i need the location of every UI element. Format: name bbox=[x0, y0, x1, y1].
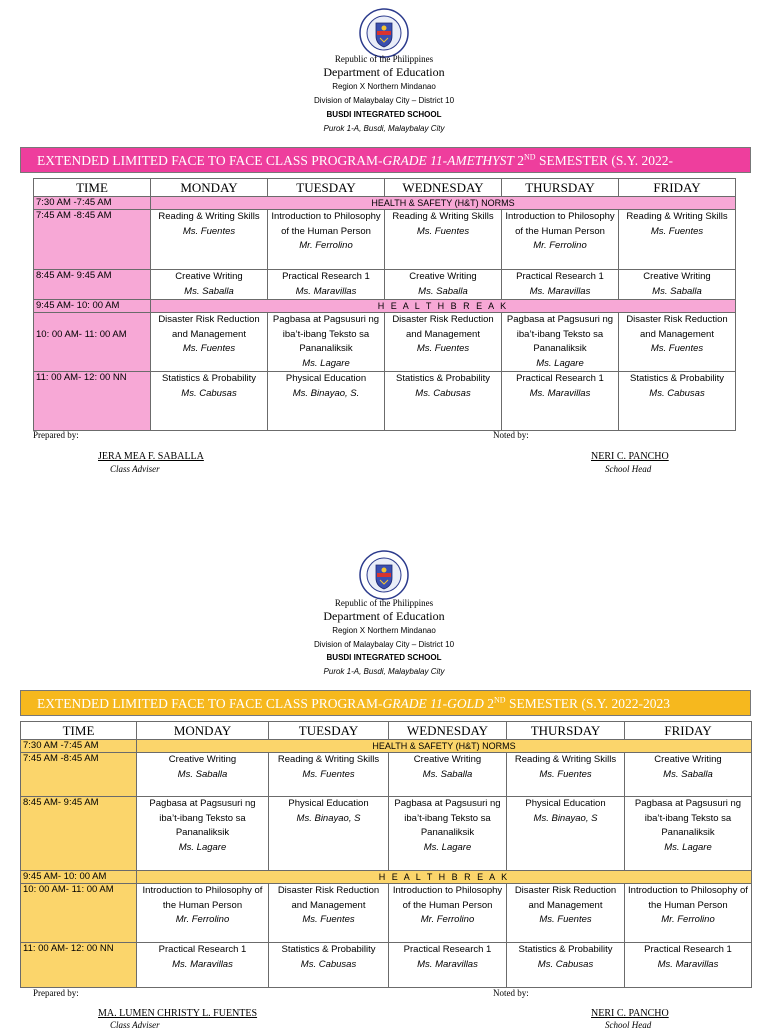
header-republic: Republic of the Philippines bbox=[334, 54, 434, 64]
noted-by-label: Noted by: bbox=[493, 430, 529, 440]
teacher-label: Ms. Fuentes bbox=[182, 343, 236, 354]
class-cell bbox=[389, 884, 507, 943]
subject-label: Practical Research 1 bbox=[158, 944, 247, 955]
class-cell bbox=[269, 943, 389, 988]
class-cell bbox=[137, 753, 269, 797]
table-header-row bbox=[21, 722, 752, 740]
subject-label: Pagbasa at Pagsusuri ng iba’t-ibang Teksto sa Pananaliksik bbox=[149, 798, 256, 838]
teacher-label: Ms. Saballa bbox=[663, 768, 713, 780]
subject-label: Creative Writing bbox=[175, 271, 243, 282]
teacher-label: Ms. Fuentes bbox=[416, 225, 470, 237]
noted-by-role: School Head bbox=[605, 1020, 652, 1030]
time-slot: 10: 00 AM- 11: 00 AM bbox=[34, 313, 151, 372]
subject-label: Pagbasa at Pagsusuri ng iba’t-ibang Teksto sa Pananaliksik bbox=[506, 314, 614, 354]
health-safety-norms: HEALTH & SAFETY (H&T) NORMS bbox=[137, 740, 752, 753]
time-slot: 9:45 AM- 10: 00 AM bbox=[21, 871, 137, 884]
teacher-label: Ms. Fuentes bbox=[539, 914, 592, 925]
header-school: BUSDI INTEGRATED SCHOOL bbox=[326, 110, 442, 119]
subject-label: Statistics & Probability bbox=[162, 373, 256, 384]
teacher-label: Ms. Cabusas bbox=[181, 387, 237, 399]
subject-label: Creative Writing bbox=[413, 754, 482, 765]
column-header-tuesday: TUESDAY bbox=[268, 179, 385, 197]
subject-label: Statistics & Probability bbox=[630, 373, 724, 384]
health-safety-norms: HEALTH & SAFETY (H&T) NORMS bbox=[151, 197, 736, 210]
prepared-by-role: Class Adviser bbox=[110, 1020, 160, 1030]
subject-label: Statistics & Probability bbox=[396, 373, 490, 384]
teacher-label: Ms. Lagare bbox=[178, 841, 227, 853]
noted-by-name: NERI C. PANCHO bbox=[591, 451, 669, 462]
banner-semester-suffix: ND bbox=[524, 152, 536, 162]
column-header-wednesday: WEDNESDAY bbox=[385, 179, 502, 197]
subject-label: Disaster Risk Reduction and Management bbox=[626, 314, 728, 340]
time-slot: 10: 00 AM- 11: 00 AM bbox=[21, 884, 137, 943]
subject-label: Disaster Risk Reduction and Management bbox=[514, 885, 617, 911]
subject-label: Reading & Writing Skills bbox=[514, 754, 617, 765]
subject-label: Statistics & Probability bbox=[518, 944, 613, 955]
prepared-by-name: MA. LUMEN CHRISTY L. FUENTES bbox=[98, 1008, 258, 1019]
column-header-tuesday: TUESDAY bbox=[269, 722, 389, 740]
subject-label: Reading & Writing Skills bbox=[626, 211, 728, 222]
deped-seal-icon bbox=[359, 550, 409, 600]
subject-label: Introduction to Philosophy of the Human Person bbox=[505, 211, 615, 237]
noted-by-name: NERI C. PANCHO bbox=[591, 1008, 669, 1019]
teacher-label: Ms. Saballa bbox=[184, 285, 234, 297]
subject-label: Practical Research 1 bbox=[403, 944, 492, 955]
health-break: H E A L T H B R E A K bbox=[151, 300, 736, 313]
teacher-label: Ms. Lagare bbox=[423, 841, 472, 853]
table-row bbox=[21, 740, 752, 753]
header-region: Region X Northern Mindanao bbox=[332, 626, 436, 635]
subject-label: Pagbasa at Pagsusuri ng iba’t-ibang Teksto sa Pananaliksik bbox=[634, 798, 742, 838]
banner-suffix: SEMESTER (S.Y. 2022-2023 bbox=[505, 696, 670, 711]
subject-label: Practical Research 1 bbox=[516, 373, 604, 384]
banner-suffix: SEMESTER (S.Y. 2022- bbox=[535, 153, 673, 168]
teacher-label: Ms. Lagare bbox=[536, 357, 584, 369]
time-slot: 8:45 AM- 9:45 AM bbox=[21, 797, 137, 871]
time-slot: 7:45 AM -8:45 AM bbox=[21, 753, 137, 797]
teacher-label: Ms. Cabusas bbox=[415, 387, 471, 399]
time-slot: 7:45 AM -8:45 AM bbox=[34, 210, 151, 270]
teacher-label: Ms. Maravillas bbox=[295, 285, 357, 297]
subject-label: Physical Education bbox=[525, 798, 606, 809]
subject-label: Disaster Risk Reduction and Management bbox=[277, 885, 380, 911]
teacher-label: Ms. Maravillas bbox=[529, 387, 591, 399]
table-row bbox=[21, 943, 752, 988]
subject-label: Pagbasa at Pagsusuri ng iba’t-ibang Teksto sa Pananaliksik bbox=[272, 314, 380, 354]
subject-label: Physical Education bbox=[288, 798, 369, 809]
table-row bbox=[21, 871, 752, 884]
banner-section: GRADE 11-GOLD bbox=[382, 696, 484, 711]
subject-label: Reading & Writing Skills bbox=[392, 211, 494, 222]
teacher-label: Mr. Ferrolino bbox=[533, 240, 587, 251]
class-cell bbox=[507, 753, 625, 797]
column-header-thursday: THURSDAY bbox=[507, 722, 625, 740]
time-slot: 7:30 AM -7:45 AM bbox=[21, 740, 137, 753]
teacher-label: Ms. Fuentes bbox=[416, 343, 470, 354]
class-cell bbox=[507, 884, 625, 943]
teacher-label: Ms. Maravillas bbox=[657, 958, 719, 970]
subject-label: Introduction to Philosophy of the Human Person bbox=[628, 885, 748, 911]
teacher-label: Ms. Saballa bbox=[422, 768, 473, 780]
subject-label: Pagbasa at Pagsusuri ng iba’t-ibang Teksto sa Pananaliksik bbox=[394, 798, 501, 838]
teacher-label: Mr. Ferrolino bbox=[420, 914, 475, 925]
teacher-label: Ms. Fuentes bbox=[302, 914, 355, 925]
teacher-label: Ms. Cabusas bbox=[300, 958, 357, 970]
time-slot: 9:45 AM- 10: 00 AM bbox=[34, 300, 151, 313]
class-cell bbox=[625, 943, 752, 988]
subject-label: Introduction to Philosophy of the Human Person bbox=[392, 885, 503, 911]
teacher-label: Ms. Cabusas bbox=[537, 958, 594, 970]
teacher-label: Ms. Fuentes bbox=[650, 343, 704, 354]
prepared-by-role: Class Adviser bbox=[110, 464, 160, 474]
teacher-label: Ms. Maravillas bbox=[417, 958, 478, 970]
subject-label: Introduction to Philosophy of the Human Person bbox=[271, 211, 381, 237]
class-cell bbox=[507, 797, 625, 871]
teacher-label: Ms. Binayao, S bbox=[533, 812, 598, 824]
teacher-label: Ms. Lagare bbox=[302, 357, 350, 369]
time-slot: 11: 00 AM- 12: 00 NN bbox=[21, 943, 137, 988]
teacher-label: Ms. Saballa bbox=[177, 768, 228, 780]
table-row bbox=[21, 884, 752, 943]
subject-label: Introduction to Philosophy of the Human Person bbox=[142, 885, 263, 911]
banner-semester-suffix: ND bbox=[494, 695, 506, 705]
teacher-label: Ms. Fuentes bbox=[182, 225, 236, 237]
column-header-monday: MONDAY bbox=[137, 722, 269, 740]
class-cell bbox=[137, 943, 269, 988]
noted-by-label: Noted by: bbox=[493, 988, 529, 998]
program-banner bbox=[20, 690, 751, 716]
header-address: Purok 1-A, Busdi, Malaybalay City bbox=[323, 124, 445, 133]
teacher-label: Ms. Cabusas bbox=[649, 387, 705, 399]
header-division: Division of Malaybalay City – District 10 bbox=[313, 640, 455, 649]
banner-prefix: EXTENDED LIMITED FACE TO FACE CLASS PROGRAM- bbox=[37, 153, 383, 168]
subject-label: Statistics & Probability bbox=[281, 944, 376, 955]
column-header-monday: MONDAY bbox=[151, 179, 268, 197]
banner-prefix: EXTENDED LIMITED FACE TO FACE CLASS PROGRAM- bbox=[37, 696, 383, 711]
subject-label: Disaster Risk Reduction and Management bbox=[392, 314, 494, 340]
time-slot: 11: 00 AM- 12: 00 NN bbox=[34, 372, 151, 431]
table-row bbox=[21, 797, 752, 871]
subject-label: Physical Education bbox=[285, 373, 367, 384]
banner-semester-number: 2 bbox=[513, 153, 525, 168]
subject-label: Creative Writing bbox=[643, 271, 711, 282]
time-slot: 8:45 AM- 9:45 AM bbox=[34, 270, 151, 300]
column-header-friday: FRIDAY bbox=[625, 722, 752, 740]
subject-label: Disaster Risk Reduction and Management bbox=[158, 314, 260, 340]
class-cell bbox=[269, 797, 389, 871]
class-cell bbox=[625, 884, 752, 943]
teacher-label: Ms. Maravillas bbox=[172, 958, 233, 970]
subject-label: Creative Writing bbox=[409, 271, 477, 282]
banner-section: GRADE 11-AMETHYST bbox=[382, 153, 514, 168]
teacher-label: Ms. Fuentes bbox=[302, 768, 355, 780]
class-cell bbox=[507, 943, 625, 988]
column-header-wednesday: WEDNESDAY bbox=[389, 722, 507, 740]
subject-label: Practical Research 1 bbox=[282, 271, 370, 282]
header-republic: Republic of the Philippines bbox=[334, 598, 434, 608]
header-address: Purok 1-A, Busdi, Malaybalay City bbox=[323, 667, 445, 676]
column-header-time: TIME bbox=[34, 179, 151, 197]
class-cell bbox=[269, 753, 389, 797]
header-department: Department of Education bbox=[323, 65, 445, 79]
class-cell bbox=[389, 943, 507, 988]
teacher-label: Ms. Maravillas bbox=[529, 285, 591, 297]
prepared-by-label: Prepared by: bbox=[33, 988, 79, 998]
subject-label: Practical Research 1 bbox=[516, 271, 604, 282]
header-division: Division of Malaybalay City – District 10 bbox=[313, 96, 455, 105]
table-row bbox=[21, 753, 752, 797]
subject-label: Creative Writing bbox=[168, 754, 237, 765]
class-cell bbox=[625, 753, 752, 797]
header-school: BUSDI INTEGRATED SCHOOL bbox=[326, 653, 442, 662]
column-header-friday: FRIDAY bbox=[619, 179, 736, 197]
teacher-label: Ms. Saballa bbox=[418, 285, 468, 297]
teacher-label: Ms. Saballa bbox=[652, 285, 702, 297]
subject-label: Practical Research 1 bbox=[644, 944, 732, 955]
teacher-label: Ms. Binayao, S. bbox=[292, 387, 360, 399]
header-region: Region X Northern Mindanao bbox=[332, 82, 436, 91]
time-slot: 7:30 AM -7:45 AM bbox=[34, 197, 151, 210]
column-header-thursday: THURSDAY bbox=[502, 179, 619, 197]
subject-label: Reading & Writing Skills bbox=[277, 754, 380, 765]
teacher-label: Mr. Ferrolino bbox=[661, 914, 715, 925]
class-cell bbox=[137, 797, 269, 871]
class-cell bbox=[389, 753, 507, 797]
schedule-table bbox=[20, 721, 752, 988]
teacher-label: Mr. Ferrolino bbox=[175, 914, 230, 925]
subject-label: Creative Writing bbox=[654, 754, 722, 765]
subject-label: Reading & Writing Skills bbox=[158, 211, 260, 222]
noted-by-role: School Head bbox=[605, 464, 652, 474]
column-header-time: TIME bbox=[21, 722, 137, 740]
teacher-label: Mr. Ferrolino bbox=[299, 240, 353, 251]
class-cell bbox=[389, 797, 507, 871]
class-cell bbox=[137, 884, 269, 943]
class-cell bbox=[625, 797, 752, 871]
teacher-label: Ms. Fuentes bbox=[650, 225, 704, 237]
prepared-by-name: JERA MEA F. SABALLA bbox=[98, 451, 204, 462]
header-department: Department of Education bbox=[323, 609, 445, 623]
teacher-label: Ms. Fuentes bbox=[539, 768, 592, 780]
banner-semester-number: 2 bbox=[483, 696, 495, 711]
class-cell bbox=[269, 884, 389, 943]
health-break: H E A L T H B R E A K bbox=[137, 871, 752, 884]
teacher-label: Ms. Lagare bbox=[664, 841, 712, 853]
prepared-by-label: Prepared by: bbox=[33, 430, 79, 440]
teacher-label: Ms. Binayao, S bbox=[296, 812, 361, 824]
